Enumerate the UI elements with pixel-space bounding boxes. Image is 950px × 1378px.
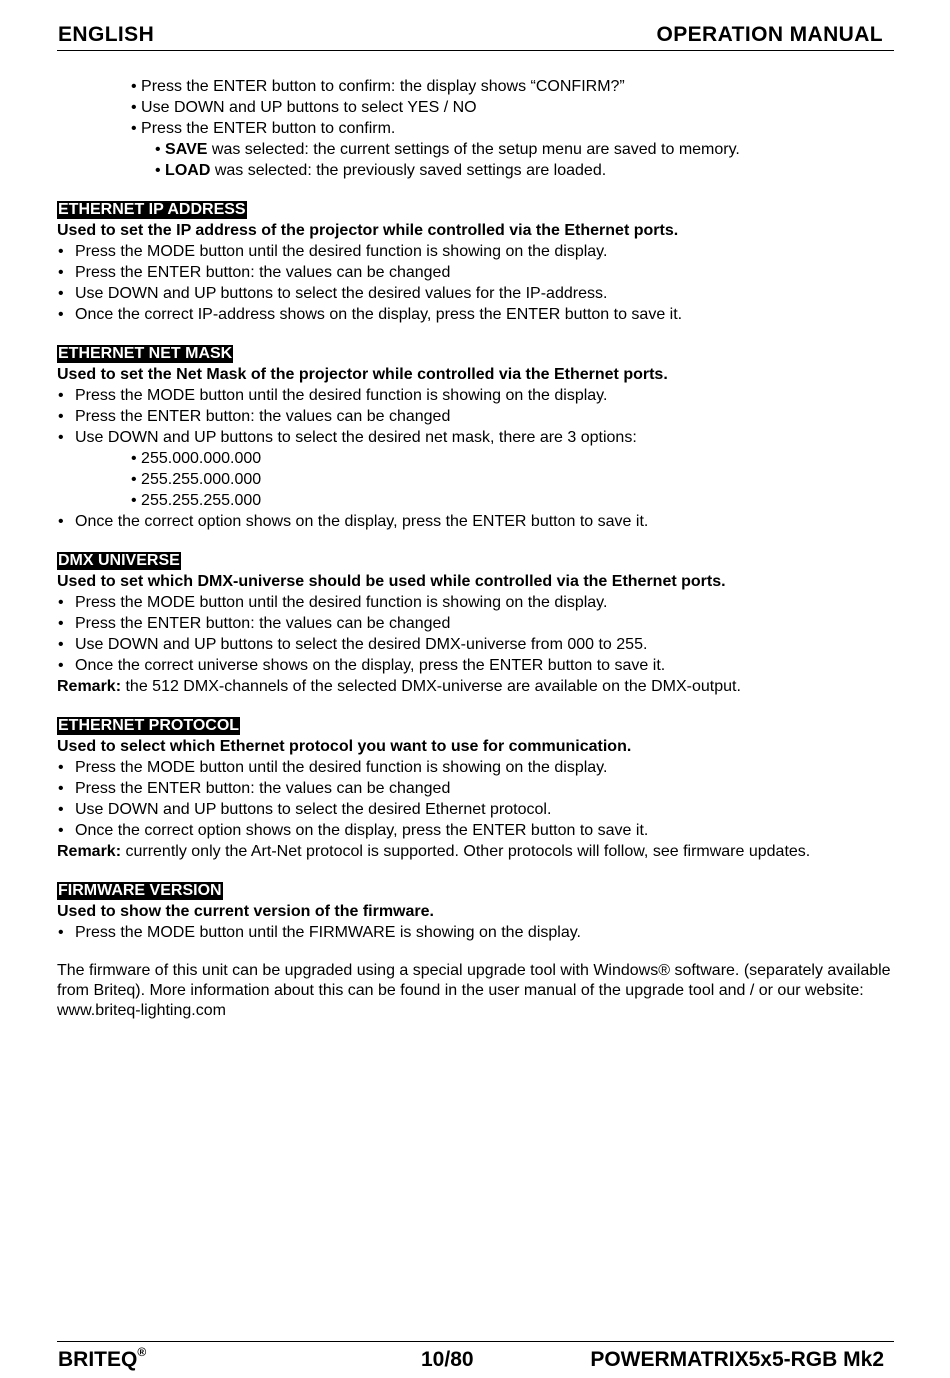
list-item: • Use DOWN and UP buttons to select the desired DMX-universe from 000 to 255. <box>57 634 895 655</box>
section-description: Used to show the current version of the firmware. <box>57 903 434 920</box>
registered-mark: ® <box>137 1345 147 1359</box>
list-item: • Use DOWN and UP buttons to select the desired Ethernet protocol. <box>57 799 895 820</box>
list-item: • Use DOWN and UP buttons to select YES / NO <box>131 99 477 116</box>
list-item: • Use DOWN and UP buttons to select the desired net mask, there are 3 options: <box>57 427 895 448</box>
list-item: • Press the MODE button until the FIRMWARE is showing on the display. <box>57 922 895 943</box>
list-item: • Use DOWN and UP buttons to select the desired values for the IP-address. <box>57 283 895 304</box>
section-heading <box>57 715 895 736</box>
section-description: Used to set the IP address of the projector while controlled via the Ethernet ports. <box>57 222 679 239</box>
remark: Remark: currently only the Art-Net protocol is supported. Other protocols will follow, see firmware updates. <box>57 843 811 860</box>
header-document-type: OPERATION MANUAL <box>656 23 883 46</box>
section-description: Used to set which DMX-universe should be used while controlled via the Ethernet ports. <box>57 573 726 590</box>
section-title-net-mask: ETHERNET NET MASK <box>58 345 233 362</box>
list-item: • Once the correct option shows on the display, press the ENTER button to save it. <box>57 820 895 841</box>
section-heading <box>57 550 895 571</box>
remark-label: Remark: <box>57 843 122 860</box>
netmask-option: • 255.255.000.000 <box>131 471 262 488</box>
footer-brand: BRITEQ® <box>58 1345 147 1371</box>
list-item: • Press the ENTER button: the values can be changed <box>57 406 895 427</box>
list-item: • Press the MODE button until the desired function is showing on the display. <box>57 757 895 778</box>
page-header <box>57 20 894 51</box>
page-number: 10/80 <box>421 1348 474 1371</box>
remark: Remark: the 512 DMX-channels of the selected DMX-universe are available on the DMX-output. <box>57 678 741 695</box>
section-heading <box>57 199 895 220</box>
list-item: • Press the ENTER button: the values can be changed <box>57 778 895 799</box>
netmask-option: • 255.000.000.000 <box>131 450 262 467</box>
list-item: • Press the ENTER button to confirm. <box>131 120 396 137</box>
list-item: • Press the ENTER button: the values can be changed <box>57 262 895 283</box>
section-heading <box>57 343 895 364</box>
netmask-option: • 255.255.255.000 <box>131 492 262 509</box>
header-language: ENGLISH <box>58 23 155 46</box>
section-title-dmx-universe: DMX UNIVERSE <box>58 552 180 569</box>
firmware-paragraph: The firmware of this unit can be upgraded using a special upgrade tool with Windows® software. (separately available from Briteq). More information about this can be found in the user manual of the upgrade tool and / or our website: www.briteq-lighting.com <box>57 962 891 1019</box>
save-label: SAVE <box>165 141 208 158</box>
list-item: • SAVE was selected: the current settings of the setup menu are saved to memory. <box>155 141 740 158</box>
list-item: • Press the MODE button until the desired function is showing on the display. <box>57 592 895 613</box>
list-item: • Press the ENTER button: the values can be changed <box>57 613 895 634</box>
section-title-ip-address: ETHERNET IP ADDRESS <box>58 201 246 218</box>
list-item: • LOAD was selected: the previously saved settings are loaded. <box>155 162 607 179</box>
remark-label: Remark: <box>57 678 122 695</box>
list-item: • Press the MODE button until the desired function is showing on the display. <box>57 385 895 406</box>
list-item: • Press the ENTER button to confirm: the display shows “CONFIRM?” <box>131 78 625 95</box>
page-content <box>57 76 895 1021</box>
list-item: • Once the correct IP-address shows on the display, press the ENTER button to save it. <box>57 304 895 325</box>
list-item: • Press the MODE button until the desired function is showing on the display. <box>57 241 895 262</box>
section-heading <box>57 880 895 901</box>
load-label: LOAD <box>165 162 211 179</box>
section-description: Used to select which Ethernet protocol you want to use for communication. <box>57 738 632 755</box>
section-description: Used to set the Net Mask of the projector while controlled via the Ethernet ports. <box>57 366 668 383</box>
footer-model: POWERMATRIX5x5-RGB Mk2 <box>590 1348 884 1371</box>
page-footer <box>57 1341 894 1372</box>
section-title-ethernet-protocol: ETHERNET PROTOCOL <box>58 717 240 734</box>
list-item: • Once the correct universe shows on the display, press the ENTER button to save it. <box>57 655 895 676</box>
list-item: • Once the correct option shows on the display, press the ENTER button to save it. <box>57 511 895 532</box>
section-title-firmware-version: FIRMWARE VERSION <box>58 882 222 899</box>
